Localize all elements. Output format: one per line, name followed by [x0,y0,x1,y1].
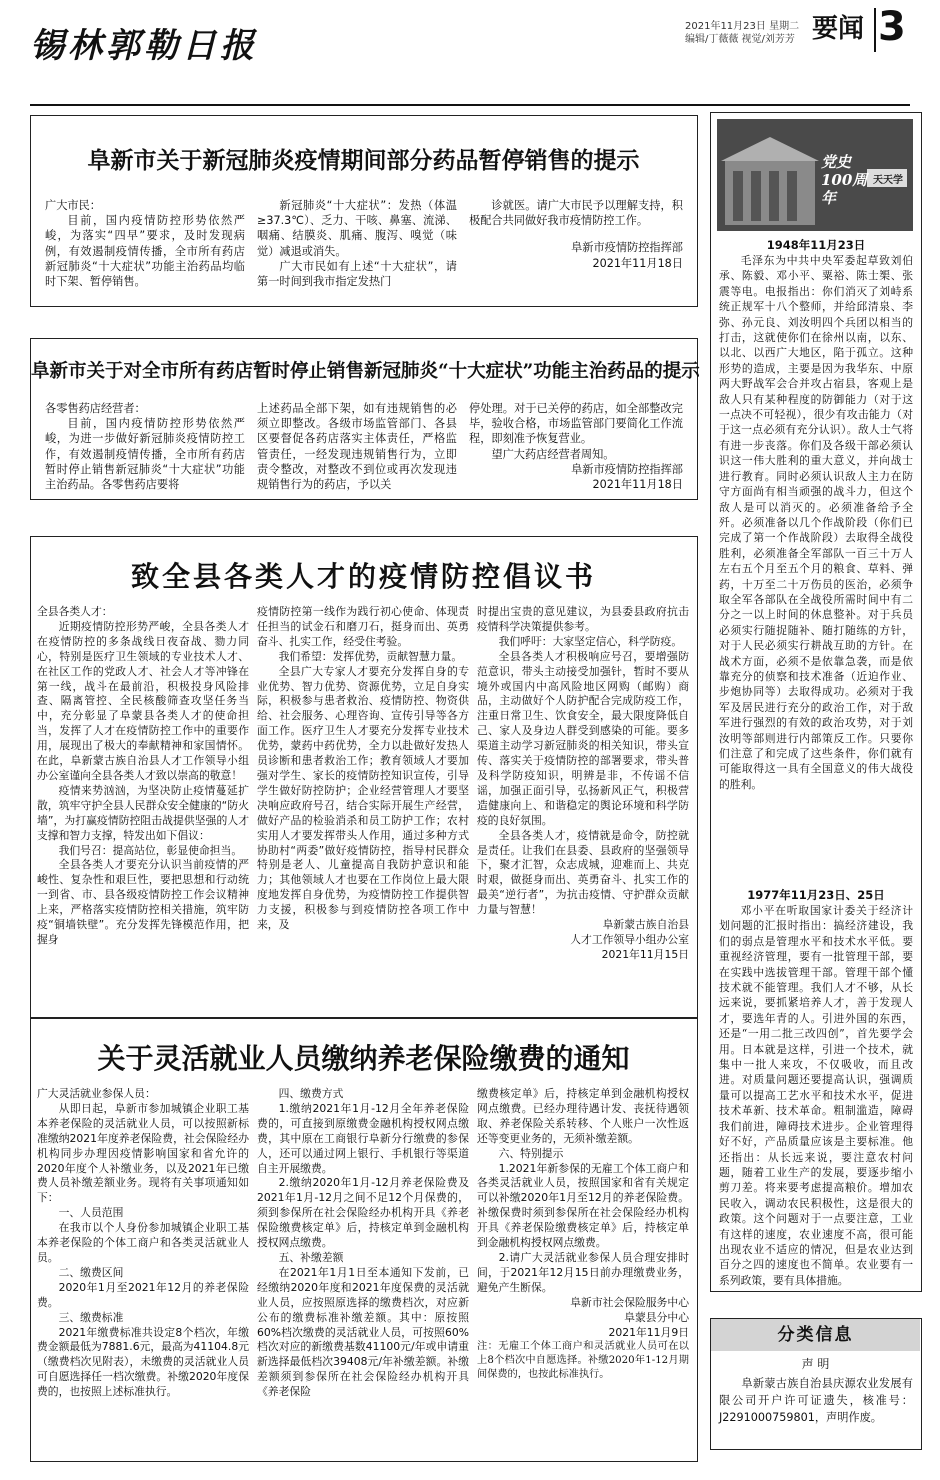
article-column-2 [257,605,469,933]
article-column-3 [469,198,683,271]
history-entry [719,903,913,1288]
history-paragraph: 毛泽东为中共中央军委起草致刘伯承、陈毅、邓小平、粟裕、陈士榘、张震等电。电报指出：你们消灭了刘峙系统正规军十八个整师，并给邱清泉、李弥、孙元良、刘汝明四个兵团以相当的打击，这就使你们在徐州以南，以东、以北、以西广大地区，陷于孤立。这种形势的造成，主要是因为我华东、中原两大野战军会合并攻占宿县，客观上是敌人只有某种程度的防御能力（对于这一点决不可轻视），很少有攻击能力（对于这一点必须有充分认识）。敌人士气将有进一步丧落。你们及各级干部必须认识这一伟大胜利的重大意义，并向战士进行教育。同时必须认识敌人主力在防守方面尚有相当顽强的战斗力，但这个敌人是可以消灭的。必须准备给予全歼。必须准备以几个作战阶段（你们已完成了第一个作战阶段）去取得全战役胜利，必须准备全军部队一百三十万人左右五个月至五个月的粮食、草料、弹药，十万至二十万伤员的医治，必须争取全军各部队在全战役所需时间中有二分之一以上时间的休息整补。对于兵员必须实行随捉随补、随打随练的方针，对于人民必须实行耕战互助的方针。在战术方面，必须不是依靠急袭，而是依靠充分的侦察和技术准备（近迫作业、步炮协同等）去取得成功。必须对于我军及居民进行充分的政治工作，对于敌军进行强烈的有效的政治攻势，对于刘汝明等部则进行内部策反工作。只要你们注意了和完成了这些条件，你们就有可能取得这一具有全国意义的伟大战役的胜利。 [719,254,913,791]
article-title: 关于灵活就业人员缴纳养老保险缴费的通知 [97,1042,630,1075]
paragraph: 全县广大专家人才要充分发挥自身的专业优势、智力优势、资源优势，立足自身实际，积极参与患者救治、疫情防控、物资供给、社会服务、心理咨询、宣传引导等各方面工作。医疗卫生人才要充分发挥专业技术优势，蒙药中药优势，全力以赴做好发热人员诊断和患者救治工作；教育领域人才要加强对学生、家长的疫情防控知识宣传，引导学生做好防控防护；企业经营管理人才要坚决响应政府号召，结合实际开展生产经营，做好产品的检验消杀和员工防护工作；农村实用人才要发挥带头人作用，通过多种方式协助村“两委”做好疫情防控，指导村民群众特别是老人、儿童提高自我防护意识和能力；其他领域人才也要在工作岗位上最大限度地发挥自身优势，为疫情防控工作提供智力支援，积极参与到疫情防控各项工作中来，及 [257,664,469,932]
paragraph: 全县各类人才，疫情就是命令，防控就是责任。让我们在县委、县政府的坚强领导下，聚才汇智，众志成城，迎难而上、共克时艰，做挺身而出、英勇奋斗、扎实工作的最美“逆行者”，为抗击疫情、守护群众贡献力量与智慧！ [477,828,689,917]
signature-org: 阜蒙县分中心 [624,1310,689,1324]
signature-org: 阜新市疫情防控指挥部 [571,241,683,255]
paragraph: 我们号召：提高站位，彰显使命担当。 [58,843,243,857]
section-heading: 四、缴费方式 [278,1087,344,1100]
editors-line: 编辑/丁薇薇 视觉/刘芳芳 [685,34,795,45]
salutation: 各零售药店经营者： [45,402,146,415]
history-date: 1948年11月23日 [766,238,866,252]
issue-date: 2021年11月23日 星期二 [685,21,800,32]
section-heading: 五、补缴差额 [278,1250,344,1264]
history-entry [719,253,913,792]
salutation: 广大市民： [45,199,101,212]
paragraph: 全县各类人才积极响应号召，要增强防范意识，带头主动接受加强针，暂时不要从境外或国内中高风险地区网购（邮购）商品，主动做好个人防护配合完成防疫工作，注重日常卫生、饮食安全，最大限度降低自己、家人及身边人群受到感染的可能。要多渠道主动学习新冠肺炎的相关知识，带头宣传、落实关于疫情防控的部署要求，带头普及科学防疫知识，明辨是非，不传谣不信谣，加强正面引导，弘扬新风正气，积极营造健康向上、和谐稳定的舆论环境和科学防疫的良好氛围。 [477,649,689,827]
masthead [30,4,910,100]
paragraph: 时提出宝贵的意见建议，为县委县政府抗击疫情科学决策提供参考。 [477,605,689,633]
paragraph: 诊就医。请广大市民予以理解支持，积极配合共同做好我市疫情防控工作。 [469,199,683,228]
paragraph: 2020年1月至2021年12月的养老保险费。 [37,1280,249,1309]
paragraph: 我们希望：发挥优势，贡献智慧力量。 [278,649,463,663]
article-talent-initiative [30,536,698,1018]
section-heading: 三、缴费标准 [58,1310,124,1324]
signature-date: 2021年11月18日 [592,256,683,270]
signature-date: 2021年11月9日 [608,1325,689,1339]
signature-org: 阜新市社会保险服务中心 [570,1295,689,1309]
paper-name: 锡林郭勒日报 [30,26,258,66]
paragraph: 2021年缴费标准共设定8个档次，年缴费金额最低为7881.6元，最高为41104.8元（缴费档次见附表），未缴费的灵活就业人员可自愿选择任一档次缴费。补缴2020年度保费的，也按照上述标准执行。 [37,1325,249,1399]
issue-meta [685,20,799,46]
column-logo-text: 党史100周年 [821,153,868,207]
section-heading: 六、特别提示 [498,1146,564,1160]
paragraph: 缴费核定单》后，持核定单到金融机构授权网点缴费。已经办理待遇计发、丧抚待遇领取、养老保险关系转移、个人账户一次性返还等变更业务的，无须补缴差额。 [477,1087,689,1145]
paragraph: 新冠肺炎“十大症状”：发热（体温≥37.3℃）、乏力、干咳、鼻塞、流涕、咽痛、结膜炎、肌痛、腹泻、嗅觉（味觉）减退或消失。 [257,199,457,258]
section-name: 要闻 [812,14,865,44]
section-heading: 二、缴费区间 [58,1265,124,1279]
signature-org: 人才工作领导小组办公室 [570,932,689,946]
classified-header: 分类信息 [711,1319,920,1351]
salutation: 全县各类人才： [37,605,113,618]
paragraph: 从即日起，阜新市参加城镇企业职工基本养老保险的灵活就业人员，可以按照新标准缴纳2021年度养老保险费，社会保险经办机构同步办理因疫情影响国家和省允许的2020年度个人补缴业务，以及2021年已缴费人员补缴差额业务。现将有关事项通知如下： [37,1101,249,1205]
classified-ads [710,1318,922,1450]
article-title: 阜新市关于对全市所有药店暂时停止销售新冠肺炎“十大症状”功能主治药品的提示 [31,361,700,382]
article-column-1 [37,605,249,948]
paragraph: 上述药品全部下架，如有违规销售的必须立即整改。各级市场监管部门、各县区要督促各药店落实主体责任，严格监管责任，一经发现违规销售行为，立即责令整改，对整改不到位或再次发现违规销售行为的药店，予以关 [257,402,457,492]
article-title: 阜新市关于新冠肺炎疫情期间部分药品暂停销售的提示 [87,147,640,174]
paragraph: 停处理。对于已关停的药店，如全部整改完毕，验收合格，市场监管部门要简化工作流程，即刻准予恢复营业。 [469,402,683,446]
paragraph: 目前，国内疫情防控形势依然严峻，为落实“四早”要求，及时发现病例，有效遏制疫情传播，全市所有药店新冠肺炎“十大症状”功能主治药品均临时下架、暂停销售。 [45,214,245,289]
signature-org: 阜新蒙古族自治县 [602,918,689,932]
signature-date: 2021年11月15日 [601,947,689,961]
article-pharmacy-notice-2 [30,338,698,500]
paragraph: 1.2021年新参保的无雇工个体工商户和各类灵活就业人员，按照国家和省有关规定可以补缴2020年1月至12月的养老保险费。补缴保费时须到参保所在社会保险经办机构开具《养老保险缴费核定单》后，持核定单到金融机构授权网点缴费。 [477,1161,689,1250]
article-column-2 [257,198,457,289]
paragraph: 望广大药店经营者周知。 [491,447,615,461]
article-column-2 [257,401,457,492]
paragraph: 2.缴纳2020年1月-12月养老保险费及2021年1月-12月之间不足12个月保费的，须到参保所在社会保险经办机构开具《养老保险缴费核定单》后，持核定单到金融机构授权网点缴费。 [257,1176,469,1250]
column-badge: 天天学 [873,175,903,186]
page-number: 3 [878,4,906,50]
history-date: 1977年11月23日、25日 [747,888,885,902]
paragraph: 目前，国内疫情防控形势依然严峻，为进一步做好新冠肺炎疫情防控工作，有效遏制疫情传播，全市所有药店暂时停止销售新冠肺炎“十大症状”功能主治药品。各零售药店要将 [45,417,245,492]
masthead-rule [30,104,910,106]
article-column-1 [45,401,245,492]
paragraph: 全县各类人才要充分认识当前疫情的严峻性、复杂性和艰巨性，要把思想和行动统一到省、市、县各级疫情防控工作会议精神上来，严格落实疫情防控相关措施，筑牢防疫“铜墙铁壁”。充分发挥先锋模范作用，把握身 [37,858,249,946]
article-pharmacy-notice-1 [30,115,698,307]
party-history-column [710,112,922,1292]
paragraph: 我们呼吁：大家坚定信心，科学防疫。 [498,634,683,648]
history-paragraph: 邓小平在听取国家计委关于经济计划问题的汇报时指出：搞经济建设，我们的弱点是管理水平和技术水平低。要重视经济管理，要有一批管理干部，要在实践中选拔管理干部。管理干部个懂技术就不能管理。我们人才不够，从长远来说，要抓紧培养人才，善于发现人才，要选年青的人。引进外国的东西，还是“一用二批三改四创”，首先要学会用。日本就是这样，引进一个技术，就集中一批人来攻，不仅吸收，而且改进。对质量问题还要提高认识，强调质量可以提高工艺水平和技术水平，促进技术革新、技术革命。粗制滥造，障碍我们前进，障碍技术进步。企业管理得好不好，产品质量应该是主要标准。他还指出：从长远来说，要注意农村问题，随着工业生产的发展，要逐步缩小剪刀差。将来要考虑提高粮价。增加农民收入，调动农民积极性，这是很大的政策。这个问题对于一点要注意，工业有这样的速度，农业速度不高，很可能出现农业不适应的情况，但是农业达到百分之四的速度也不简单。农业要有一系列政策，要有具体措施。 [719,904,913,1287]
signature-org: 阜新市疫情防控指挥部 [571,462,683,476]
column-header-image [717,119,913,231]
article-column-1 [37,1087,249,1400]
paragraph: 在2021年1月1日至本通知下发前，已经缴纳2020年度和2021年度保费的灵活就业人员，应按照原选择的缴费档次，对应新公布的缴费标准补缴差额。其中：原按照60%档次缴费的灵活就业人员，可按照60%档次对应的新缴费基数41100元/年或申请重新选择最低档次39408元/年补缴差额。补缴差额须到参保所在社会保险经办机构开具《养老保险 [257,1265,469,1399]
article-column-3 [477,1087,689,1382]
paragraph: 疫情来势汹汹，为坚决防止疫情蔓延扩散，筑牢守护全县人民群众安全健康的“防火墙”，为打赢疫情防控阻击战提供坚强的人才支撑和智力支撑，特发出如下倡议： [37,783,249,842]
footnote: 注：无雇工个体工商户和灵活就业人员可在以上8个档次中自愿选择。补缴2020年1-12月期间保费的，也按此标准执行。 [477,1341,689,1381]
masthead-divider [874,8,876,52]
signature-date: 2021年11月18日 [592,478,683,492]
article-pension-notice [30,1018,698,1462]
classified-notice: 阜新蒙古族自治县庆源农业发展有限公司开户许可证遗失，核准号：J2291000759801，声明作废。 [719,1377,913,1424]
article-column-1 [45,198,245,289]
paragraph: 广大市民如有上述“十大症状”，请第一时间到我市指定发热门 [257,259,457,289]
article-column-3 [469,401,683,492]
paragraph: 2.请广大灵活就业参保人员合理安排时间，于2021年12月15日前办理缴费业务，避免产生断保。 [477,1250,689,1294]
paragraph: 1.缴纳2021年1月-12月全年养老保险费的，可直接到原缴费金融机构授权网点缴费，其中原在工商银行阜新分行缴费的参保人，还可以通过网上银行、手机银行等渠道自主开展缴费。 [257,1101,469,1175]
classified-subheader: 声 明 [801,1357,830,1371]
paragraph: 在我市以个人身份参加城镇企业职工基本养老保险的个体工商户和各类灵活就业人员。 [37,1221,249,1264]
section-heading: 一、人员范围 [58,1206,124,1220]
article-title: 致全县各类人才的疫情防控倡议书 [130,560,596,593]
salutation: 广大灵活就业参保人员： [37,1087,156,1100]
paragraph: 疫情防控第一线作为践行初心使命、体现责任担当的试金石和磨刀石，挺身而出、英勇奋斗、扎实工作，经受住考验。 [257,605,469,648]
article-column-3 [477,605,689,963]
paragraph: 近期疫情防控形势严峻，全县各类人才在疫情防控的多条战线日夜奋战、勠力同心，特别是医疗卫生领域的专业技术人才、在社区工作的党政人才、社会人才等冲锋在第一线，战斗在最前沿，积极投身风险排查、隔离管控、全民核酸筛查攻坚任务当中，充分彰显了阜蒙县各类人才的使命担当，发挥了人才在疫情防控工作中的重要作用，展现出了极大的奉献精神和家国情怀。在此，阜新蒙古族自治县人才工作领导小组办公室谨向全县各类人才致以崇高的敬意！ [37,619,249,782]
article-column-2 [257,1087,469,1400]
